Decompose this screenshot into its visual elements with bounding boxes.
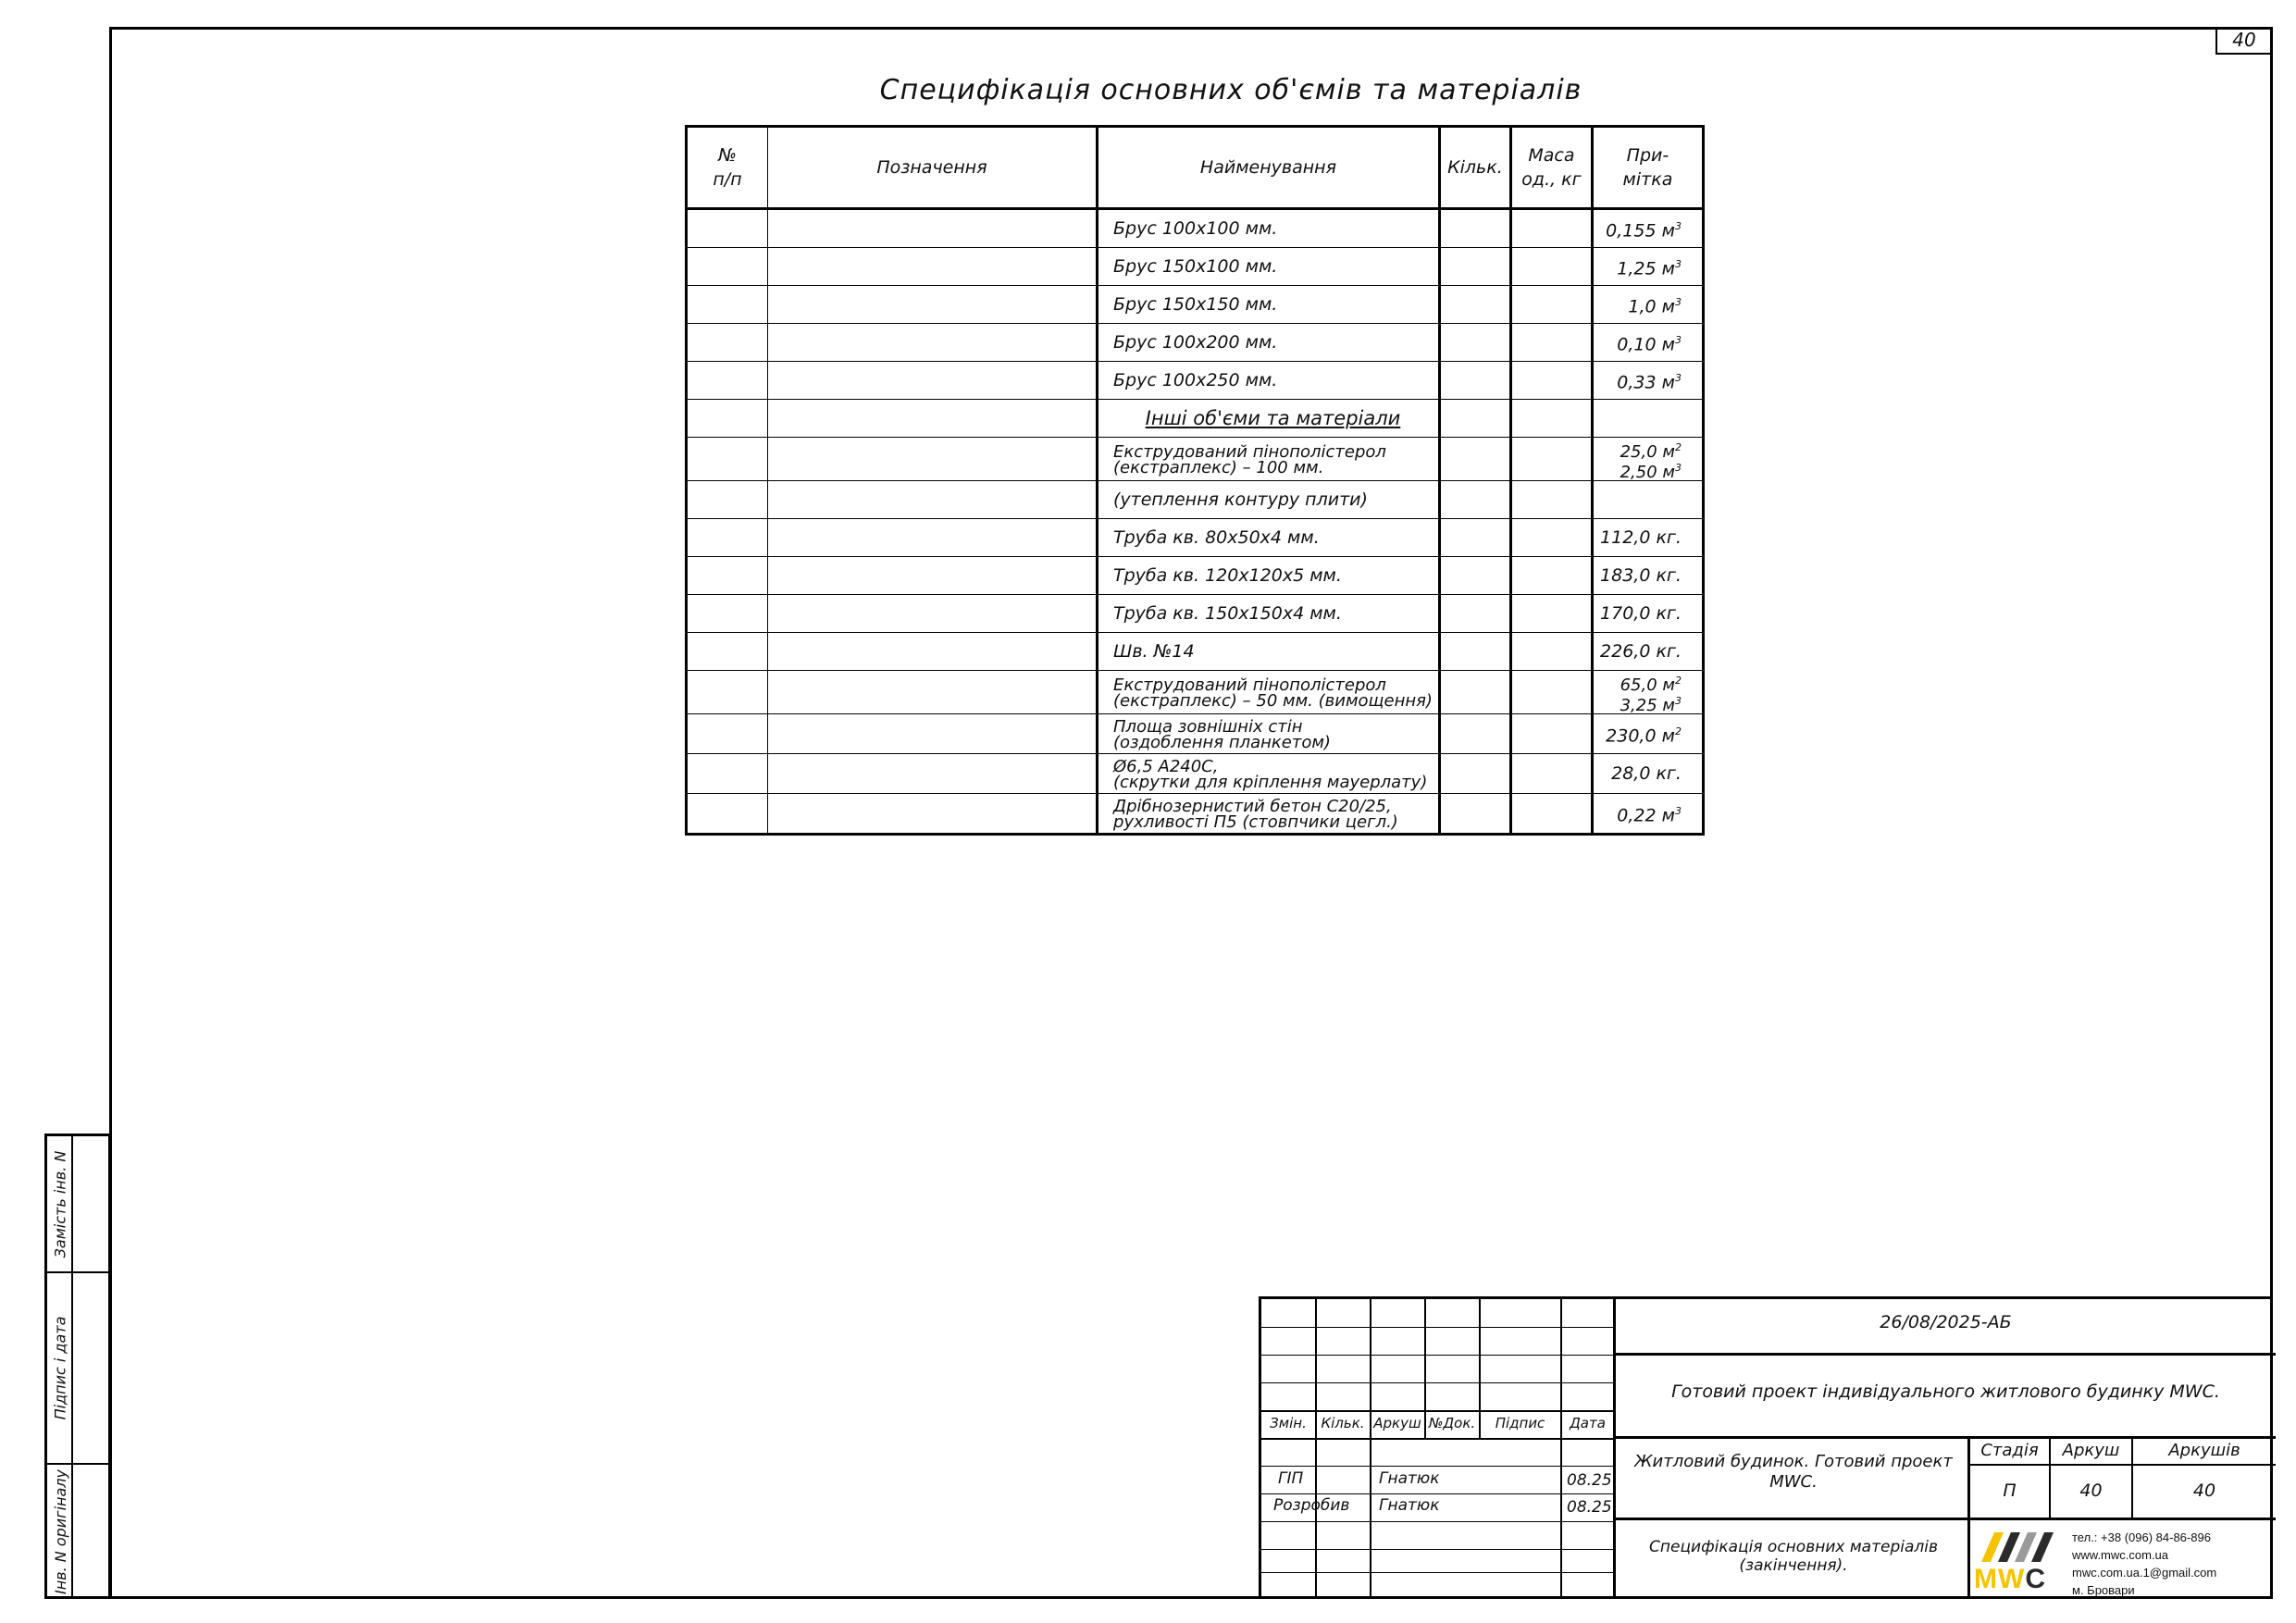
item-designation [768, 557, 1098, 595]
item-note [1592, 557, 1703, 595]
item-name [1098, 481, 1440, 519]
item-name-line: Труба кв. 80х50х4 мм. [1113, 527, 1320, 548]
item-qty [1439, 362, 1510, 400]
item-number [687, 209, 768, 248]
table-row [687, 362, 1704, 400]
table-row [687, 671, 1704, 714]
item-qty [1439, 481, 1510, 519]
item-note-line [1599, 255, 1682, 278]
note-value: 65,0 м [1620, 675, 1675, 695]
item-designation [768, 481, 1098, 519]
item-mass [1510, 633, 1592, 671]
item-note-line [1599, 762, 1682, 784]
item-mass [1510, 209, 1592, 248]
item-mass [1510, 794, 1592, 835]
item-designation [768, 519, 1098, 557]
tb-stage-value: П [2003, 1481, 2017, 1501]
item-qty [1439, 400, 1510, 438]
item-note [1592, 324, 1703, 362]
note-value: 230,0 м [1606, 725, 1675, 747]
item-qty [1439, 714, 1510, 754]
left-stamp [44, 1134, 111, 1599]
tb-col-qty: Кільк. [1321, 1415, 1365, 1431]
item-name [1098, 519, 1440, 557]
tb-sheets-value: 40 [2192, 1481, 2216, 1501]
item-note-line [1599, 693, 1682, 713]
spec-title: Специфікація основних об'ємів та матеріалів [879, 74, 1582, 106]
item-mass [1510, 481, 1592, 519]
table-row [687, 557, 1704, 595]
unit-exponent: 2 [1674, 441, 1682, 453]
table-row [687, 794, 1704, 835]
item-qty [1439, 324, 1510, 362]
item-name [1098, 754, 1440, 794]
note-value: 112,0 кг. [1600, 527, 1682, 548]
item-designation [768, 794, 1098, 835]
note-value: 0,22 м [1617, 805, 1675, 826]
item-note [1592, 671, 1703, 714]
item-qty [1439, 671, 1510, 714]
item-name [1098, 671, 1440, 714]
stamp-original-inv: Інв. N оригіналу [51, 1469, 69, 1594]
item-note-line [1599, 723, 1682, 745]
note-value: 0,155 м [1606, 220, 1675, 242]
item-name-line: Брус 150х100 мм. [1113, 255, 1278, 277]
item-designation [768, 438, 1098, 481]
title-block [1259, 1296, 2273, 1599]
item-note-line [1599, 564, 1682, 586]
table-row [687, 400, 1704, 438]
section-heading: Інші об'єми та матеріали [1145, 406, 1401, 429]
item-note-line [1599, 293, 1682, 316]
item-qty [1439, 794, 1510, 835]
item-number [687, 754, 768, 794]
table-row [687, 481, 1704, 519]
tb-col-sheet: Аркуш [1373, 1415, 1421, 1431]
tb-name-1: Гнатюк [1379, 1469, 1440, 1488]
table-row [687, 714, 1704, 754]
table-row [687, 209, 1704, 248]
item-designation [768, 400, 1098, 438]
contact-phone: тел.: +38 (096) 84-86-896 [2072, 1530, 2211, 1544]
table-row [687, 519, 1704, 557]
tb-role-2: Розробив [1273, 1496, 1350, 1515]
tb-date-2: 08.25 [1567, 1498, 1612, 1517]
item-note [1592, 362, 1703, 400]
item-note [1592, 633, 1703, 671]
note-value: 183,0 кг. [1600, 564, 1682, 586]
table-row [687, 595, 1704, 633]
note-value: 0,10 м [1617, 334, 1675, 355]
item-designation [768, 595, 1098, 633]
item-qty [1439, 438, 1510, 481]
item-number [687, 362, 768, 400]
item-note [1592, 286, 1703, 324]
tb-col-change: Змін. [1270, 1415, 1307, 1431]
item-note-line [1599, 602, 1682, 624]
item-qty [1439, 754, 1510, 794]
col-mass-header: Маса од., кг [1510, 127, 1592, 209]
item-qty [1439, 633, 1510, 671]
item-mass [1510, 519, 1592, 557]
unit-exponent: 3 [1674, 219, 1682, 232]
unit-exponent: 2 [1674, 725, 1682, 737]
item-note-line [1599, 673, 1682, 693]
tb-date-1: 08.25 [1567, 1471, 1612, 1490]
item-name-line: рухливості П5 (стовпчики цегл.) [1113, 812, 1398, 832]
note-value: 3,25 м [1620, 696, 1675, 714]
item-mass [1510, 362, 1592, 400]
item-note [1592, 794, 1703, 835]
item-note-line [1599, 217, 1682, 240]
item-mass [1510, 438, 1592, 481]
item-note [1592, 714, 1703, 754]
col-qty-header: Кільк. [1439, 127, 1510, 209]
item-number [687, 714, 768, 754]
item-designation [768, 671, 1098, 714]
note-value: 170,0 кг. [1600, 602, 1682, 624]
item-name-line: (екстраплекс) – 100 мм. [1113, 458, 1324, 477]
item-name-line: (утеплення контуру плити) [1113, 489, 1368, 510]
stamp-replace-inv: Замість інв. N [51, 1150, 69, 1258]
item-name-line: Екструдований пінополістерол [1113, 442, 1386, 462]
item-name-line: Брус 150х150 мм. [1113, 293, 1278, 315]
table-row [687, 324, 1704, 362]
note-value: 25,0 м [1620, 442, 1675, 462]
item-name [1098, 400, 1440, 438]
contacts [2072, 1529, 2276, 1599]
item-note-line [1599, 331, 1682, 353]
item-name-line: Ø6,5 А240С, [1113, 757, 1219, 776]
tb-role-1: ГІП [1278, 1469, 1304, 1488]
tb-doc-code: 26/08/2025-АБ [1880, 1312, 2012, 1332]
item-mass [1510, 248, 1592, 286]
item-name [1098, 362, 1440, 400]
item-name-line: Екструдований пінополістерол [1113, 675, 1386, 695]
tb-building: Житловий будинок. Готовий проект MWC. [1634, 1452, 1953, 1492]
item-name-line: Площа зовнішніх стін [1113, 717, 1303, 737]
col-name-header: Найменування [1098, 127, 1440, 209]
tb-col-signature: Підпис [1495, 1415, 1545, 1431]
item-number [687, 481, 768, 519]
item-number [687, 400, 768, 438]
item-name-line: Труба кв. 150х150х4 мм. [1113, 602, 1342, 624]
table-row [687, 286, 1704, 324]
item-name [1098, 324, 1440, 362]
item-designation [768, 209, 1098, 248]
item-number [687, 671, 768, 714]
item-name-line: Дрібнозернистий бетон С20/25, [1113, 797, 1392, 816]
item-name [1098, 209, 1440, 248]
item-number [687, 595, 768, 633]
item-name-line: (скрутки для кріплення мауерлату) [1113, 773, 1428, 792]
item-mass [1510, 324, 1592, 362]
contact-email: mwc.com.ua.1@gmail.com [2072, 1566, 2217, 1580]
item-name-line: Шв. №14 [1113, 640, 1195, 662]
item-note [1592, 481, 1703, 519]
note-value: 226,0 кг. [1600, 640, 1682, 662]
item-qty [1439, 248, 1510, 286]
item-designation [768, 714, 1098, 754]
item-mass [1510, 286, 1592, 324]
item-name [1098, 595, 1440, 633]
item-note [1592, 754, 1703, 794]
table-row [687, 633, 1704, 671]
item-name [1098, 438, 1440, 481]
item-name-line: Брус 100х250 мм. [1113, 369, 1278, 390]
item-number [687, 248, 768, 286]
note-value: 1,25 м [1617, 258, 1675, 279]
item-number [687, 794, 768, 835]
item-mass [1510, 714, 1592, 754]
unit-exponent: 3 [1674, 804, 1682, 817]
col-note-header: При- мітка [1592, 127, 1703, 209]
item-number [687, 633, 768, 671]
item-mass [1510, 595, 1592, 633]
item-note [1592, 595, 1703, 633]
tb-name-2: Гнатюк [1379, 1496, 1440, 1515]
item-note-line [1599, 529, 1682, 547]
item-note [1592, 248, 1703, 286]
table-row [687, 248, 1704, 286]
item-note-line [1599, 640, 1682, 662]
stamp-signature-date: Підпис і дата [51, 1316, 69, 1420]
item-number [687, 286, 768, 324]
item-name [1098, 286, 1440, 324]
item-number [687, 324, 768, 362]
table-row [687, 754, 1704, 794]
item-qty [1439, 209, 1510, 248]
item-number [687, 438, 768, 481]
item-name [1098, 557, 1440, 595]
note-value: 1,0 м [1628, 296, 1675, 317]
contact-city: м. Бровари [2072, 1583, 2135, 1597]
item-note-line [1599, 802, 1682, 824]
item-name-line: Брус 100х200 мм. [1113, 331, 1278, 353]
tb-sheet-title: Специфікація основних матеріалів (закінчення). [1649, 1538, 1938, 1575]
col-designation-header: Позначення [768, 127, 1098, 209]
item-mass [1510, 754, 1592, 794]
item-name-line: (оздоблення планкетом) [1113, 733, 1331, 752]
unit-exponent: 3 [1674, 333, 1682, 346]
item-designation [768, 362, 1098, 400]
contact-website: www.mwc.com.ua [2072, 1548, 2169, 1562]
note-value: 2,50 м [1620, 463, 1675, 481]
item-note-line [1599, 460, 1682, 480]
item-qty [1439, 557, 1510, 595]
item-name [1098, 794, 1440, 835]
item-note [1592, 519, 1703, 557]
item-qty [1439, 286, 1510, 324]
item-note [1592, 209, 1703, 248]
tb-col-doc: №Док. [1428, 1415, 1476, 1431]
tb-col-date: Дата [1570, 1415, 1606, 1431]
item-name [1098, 633, 1440, 671]
unit-exponent: 3 [1674, 462, 1682, 474]
item-designation [768, 324, 1098, 362]
item-qty [1439, 519, 1510, 557]
unit-exponent: 2 [1674, 675, 1682, 687]
unit-exponent: 3 [1674, 695, 1682, 707]
tb-stage-label: Стадія [1980, 1441, 2039, 1460]
spec-body [687, 209, 1704, 835]
item-note [1592, 438, 1703, 481]
item-name-line: (екстраплекс) – 50 мм. (вимощення) [1113, 691, 1433, 711]
tb-sheets-label: Аркушів [2168, 1441, 2240, 1460]
item-name [1098, 248, 1440, 286]
item-designation [768, 248, 1098, 286]
tb-sheet-label: Аркуш [2062, 1441, 2120, 1460]
item-note [1592, 400, 1703, 438]
item-designation [768, 754, 1098, 794]
mwc-logo: MWC [1974, 1523, 2066, 1597]
spec-table [685, 125, 1705, 836]
tb-sheet-value: 40 [2079, 1481, 2103, 1501]
item-mass [1510, 400, 1592, 438]
item-note-line [1599, 440, 1682, 460]
item-mass [1510, 557, 1592, 595]
item-designation [768, 286, 1098, 324]
item-note-line [1599, 369, 1682, 391]
unit-exponent: 3 [1674, 257, 1682, 270]
item-name-line: Брус 100х100 мм. [1113, 217, 1278, 239]
tb-project-name: Готовий проект індивідуального житлового будинку MWC. [1671, 1381, 2220, 1402]
item-name [1098, 714, 1440, 754]
item-mass [1510, 671, 1592, 714]
table-row [687, 438, 1704, 481]
item-number [687, 519, 768, 557]
item-number [687, 557, 768, 595]
col-number-header: № п/п [687, 127, 768, 209]
spec-header-row [687, 127, 1704, 209]
item-qty [1439, 595, 1510, 633]
unit-exponent: 3 [1674, 371, 1682, 384]
unit-exponent: 3 [1674, 295, 1682, 308]
corner-sheet-number: 40 [2215, 27, 2273, 55]
note-value: 28,0 кг. [1611, 762, 1682, 784]
item-designation [768, 633, 1098, 671]
note-value: 0,33 м [1617, 372, 1675, 393]
item-name-line: Труба кв. 120х120х5 мм. [1113, 564, 1342, 586]
